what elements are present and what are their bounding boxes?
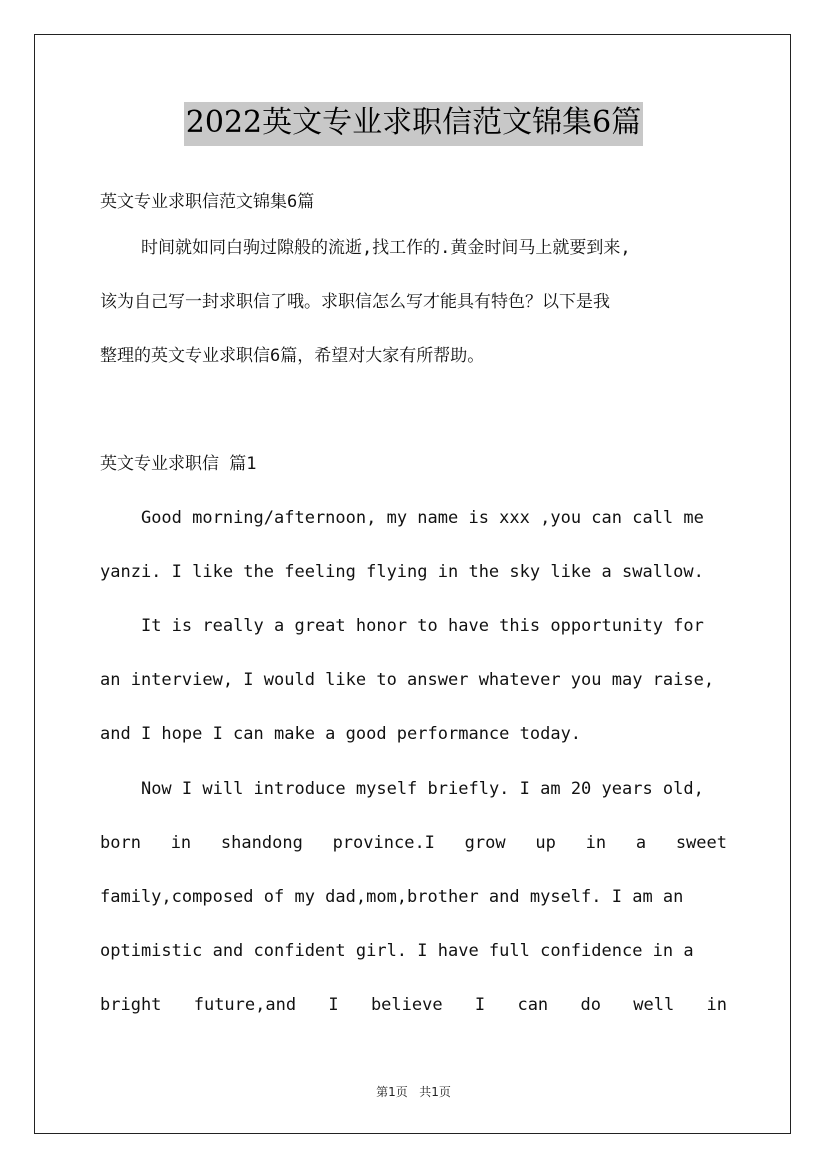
body-line-10: bright future,and I believe I can do well in	[100, 995, 727, 1015]
title-container	[0, 102, 827, 146]
body-line-8: family,composed of my dad,mom,brother and myself. I am an	[100, 887, 684, 907]
body-line-7: born in shandong province.I grow up in a sweet	[100, 833, 727, 853]
intro-line-3: 整理的英文专业求职信6篇，希望对大家有所帮助。	[100, 346, 485, 366]
document-title: 2022英文专业求职信范文锦集6篇	[184, 102, 643, 146]
page-number: 第1页	[376, 1085, 408, 1099]
section-heading: 英文专业求职信 篇1	[100, 454, 257, 474]
intro-line-1: 时间就如同白驹过隙般的流逝,找工作的.黄金时间马上就要到来,	[100, 238, 631, 258]
body-line-9: optimistic and confident girl. I have full confidence in a	[100, 941, 694, 961]
body-line-6: Now I will introduce myself briefly. I am 20 years old,	[100, 779, 704, 799]
body-line-1: Good morning/afternoon, my name is xxx ,you can call me	[100, 508, 704, 528]
document-subtitle: 英文专业求职信范文锦集6篇	[100, 192, 315, 212]
body-line-2: yanzi. I like the feeling flying in the sky like a swallow.	[100, 562, 704, 582]
page-total: 共1页	[419, 1085, 451, 1099]
intro-line-2: 该为自己写一封求职信了哦。求职信怎么写才能具有特色？以下是我	[100, 292, 610, 312]
page-footer	[0, 1083, 827, 1100]
body-line-4: an interview, I would like to answer whatever you may raise,	[100, 670, 715, 690]
body-line-3: It is really a great honor to have this opportunity for	[100, 616, 704, 636]
body-line-5: and I hope I can make a good performance today.	[100, 724, 582, 744]
